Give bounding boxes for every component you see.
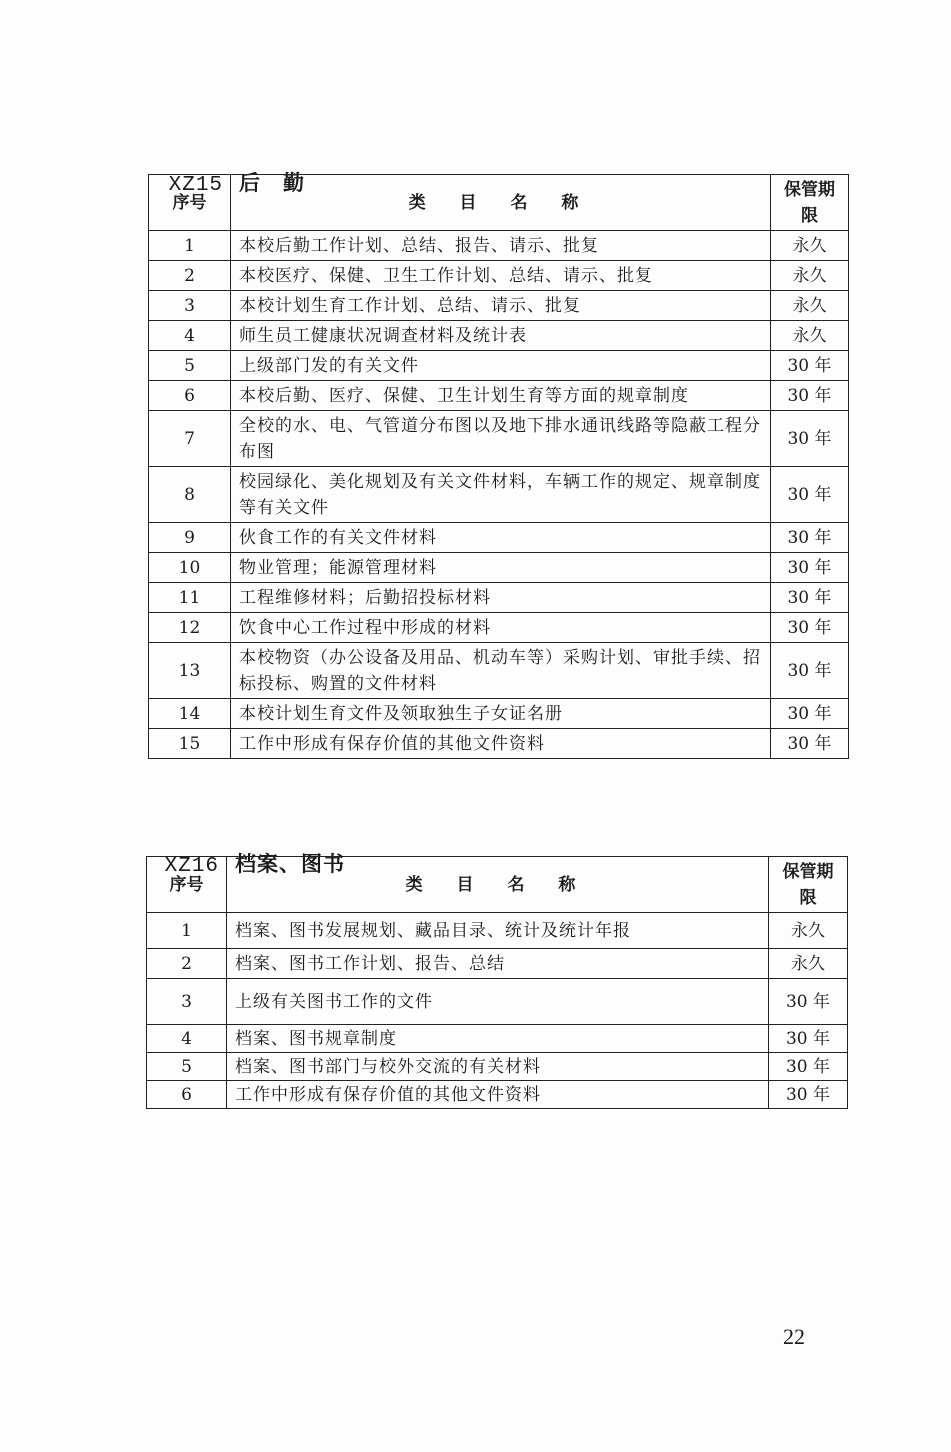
table-header-row — [149, 175, 849, 231]
row-serial: 10 — [149, 553, 231, 583]
table-row — [149, 583, 849, 613]
header-category-name: 类 目 名 称 — [227, 857, 769, 913]
row-category-name: 本校物资（办公设备及用品、机动车等）采购计划、审批手续、招标投标、购置的文件材料 — [231, 643, 771, 699]
row-category-name: 全校的水、电、气管道分布图以及地下排水通讯线路等隐蔽工程分布图 — [231, 411, 771, 467]
row-retention: 永久 — [771, 231, 849, 261]
table-row — [149, 291, 849, 321]
row-serial: 1 — [147, 913, 227, 949]
row-retention: 30 年 — [771, 411, 849, 467]
row-serial: 13 — [149, 643, 231, 699]
row-retention: 30 年 — [771, 583, 849, 613]
row-serial: 9 — [149, 523, 231, 553]
row-category-name: 上级部门发的有关文件 — [231, 351, 771, 381]
table-row — [149, 467, 849, 523]
row-serial: 15 — [149, 729, 231, 759]
row-serial: 5 — [149, 351, 231, 381]
section-name: 后 勤 — [239, 170, 306, 195]
table-row — [149, 261, 849, 291]
table-row — [149, 321, 849, 351]
section-name: 档案、图书 — [235, 851, 346, 876]
table-body — [147, 913, 848, 1109]
table-row — [149, 613, 849, 643]
header-category-name: 类 目 名 称 — [231, 175, 771, 231]
row-serial: 3 — [149, 291, 231, 321]
catalog-table-xz15 — [148, 174, 849, 759]
table-row — [147, 979, 848, 1025]
row-retention: 30 年 — [769, 979, 848, 1025]
row-serial: 14 — [149, 699, 231, 729]
row-serial: 6 — [149, 381, 231, 411]
table-row — [147, 1025, 848, 1053]
row-category-name: 校园绿化、美化规划及有关文件材料，车辆工作的规定、规章制度等有关文件 — [231, 467, 771, 523]
row-category-name: 本校计划生育文件及领取独生子女证名册 — [231, 699, 771, 729]
row-retention: 30 年 — [771, 553, 849, 583]
header-serial: 序号 — [147, 857, 227, 913]
row-category-name: 档案、图书部门与校外交流的有关材料 — [227, 1053, 769, 1081]
section-code: XZ16 — [164, 855, 220, 878]
row-serial: 6 — [147, 1081, 227, 1109]
row-serial: 4 — [149, 321, 231, 351]
row-retention: 永久 — [771, 261, 849, 291]
row-retention: 30 年 — [771, 523, 849, 553]
row-serial: 11 — [149, 583, 231, 613]
header-serial: 序号 — [149, 175, 231, 231]
row-category-name: 工作中形成有保存价值的其他文件资料 — [231, 729, 771, 759]
row-serial: 12 — [149, 613, 231, 643]
row-retention: 永久 — [769, 913, 848, 949]
row-retention: 30 年 — [769, 1081, 848, 1109]
table-header-row — [147, 857, 848, 913]
table-row — [147, 949, 848, 979]
table-row — [147, 913, 848, 949]
table-row — [149, 699, 849, 729]
row-retention: 永久 — [771, 291, 849, 321]
row-retention: 30 年 — [771, 381, 849, 411]
page-number: 22 — [783, 1324, 805, 1349]
row-category-name: 档案、图书规章制度 — [227, 1025, 769, 1053]
row-serial: 7 — [149, 411, 231, 467]
row-category-name: 本校后勤工作计划、总结、报告、请示、批复 — [231, 231, 771, 261]
row-retention: 永久 — [769, 949, 848, 979]
header-retention: 保管期限 — [771, 175, 849, 231]
row-serial: 1 — [149, 231, 231, 261]
row-category-name: 师生员工健康状况调查材料及统计表 — [231, 321, 771, 351]
table-row — [149, 381, 849, 411]
row-serial: 4 — [147, 1025, 227, 1053]
row-category-name: 工作中形成有保存价值的其他文件资料 — [227, 1081, 769, 1109]
header-retention: 保管期限 — [769, 857, 848, 913]
table-row — [149, 351, 849, 381]
row-category-name: 本校医疗、保健、卫生工作计划、总结、请示、批复 — [231, 261, 771, 291]
row-retention: 30 年 — [771, 699, 849, 729]
row-serial: 2 — [149, 261, 231, 291]
table-row — [147, 1053, 848, 1081]
row-category-name: 档案、图书发展规划、藏品目录、统计及统计年报 — [227, 913, 769, 949]
table-row — [149, 729, 849, 759]
table-row — [149, 231, 849, 261]
row-retention: 30 年 — [771, 729, 849, 759]
row-serial: 8 — [149, 467, 231, 523]
row-category-name: 饮食中心工作过程中形成的材料 — [231, 613, 771, 643]
row-serial: 2 — [147, 949, 227, 979]
row-retention: 永久 — [771, 321, 849, 351]
row-retention: 30 年 — [771, 613, 849, 643]
row-category-name: 档案、图书工作计划、报告、总结 — [227, 949, 769, 979]
row-retention: 30 年 — [771, 467, 849, 523]
catalog-table-xz16 — [146, 856, 848, 1109]
table-row — [147, 1081, 848, 1109]
row-category-name: 工程维修材料；后勤招投标材料 — [231, 583, 771, 613]
row-retention: 30 年 — [771, 643, 849, 699]
row-retention: 30 年 — [769, 1025, 848, 1053]
table-row — [149, 523, 849, 553]
row-category-name: 物业管理；能源管理材料 — [231, 553, 771, 583]
row-category-name: 本校计划生育工作计划、总结、请示、批复 — [231, 291, 771, 321]
table-row — [149, 411, 849, 467]
row-serial: 3 — [147, 979, 227, 1025]
row-category-name: 上级有关图书工作的文件 — [227, 979, 769, 1025]
table-row — [149, 643, 849, 699]
row-category-name: 伙食工作的有关文件材料 — [231, 523, 771, 553]
section-code: XZ15 — [168, 174, 224, 197]
row-retention: 30 年 — [769, 1053, 848, 1081]
row-category-name: 本校后勤、医疗、保健、卫生计划生育等方面的规章制度 — [231, 381, 771, 411]
table-row — [149, 553, 849, 583]
row-retention: 30 年 — [771, 351, 849, 381]
row-serial: 5 — [147, 1053, 227, 1081]
table-body — [149, 231, 849, 759]
